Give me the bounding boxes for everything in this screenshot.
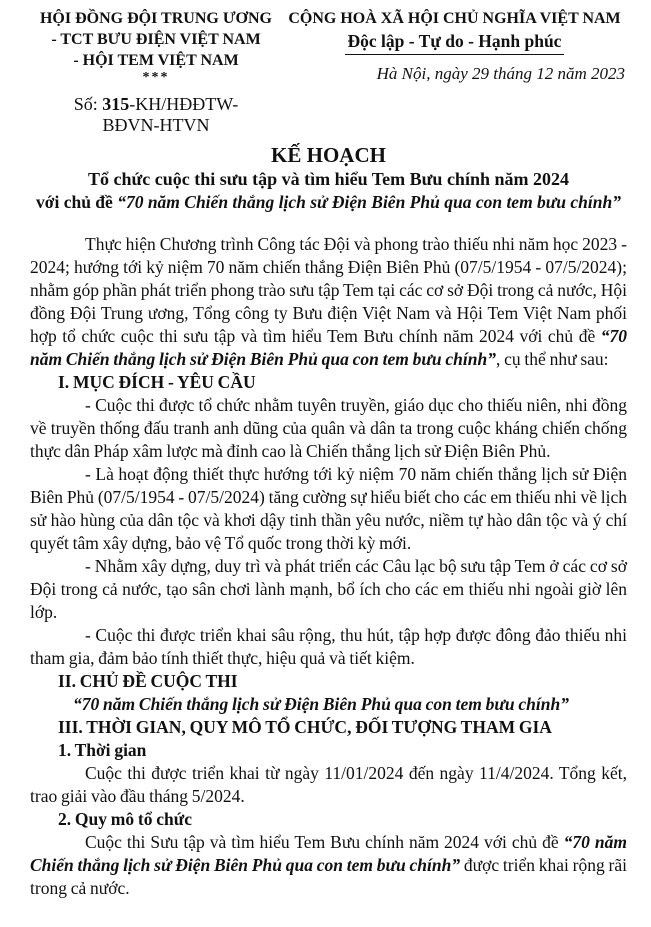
org-line-2: - TCT BƯU ĐIỆN VIỆT NAM bbox=[51, 31, 261, 48]
country-name: CỘNG HOÀ XÃ HỘI CHỦ NGHĨA VIỆT NAM bbox=[288, 10, 621, 27]
document-title: KẾ HOẠCH bbox=[271, 143, 386, 167]
paragraph-purpose-3: - Nhằm xây dựng, duy trì và phát triển các Câu lạc bộ sưu tập Tem ở các cơ sở Đội trong cả nước, tạo sân chơi lành mạnh, bổ ích cho các em thiếu nhi ngoài giờ lên lớp. bbox=[30, 556, 627, 622]
section-heading-2: II. CHỦ ĐỀ CUỘC THI bbox=[58, 671, 238, 691]
doc-number-prefix: Số: bbox=[73, 94, 103, 114]
paragraph-purpose-1: - Cuộc thi được tổ chức nhằm tuyên truyền, giáo dục cho thiếu niên, nhi đồng về truyền thống đấu tranh anh dũng của quân và dân ta trong cuộc kháng chiến chống thực dân Pháp xâm lược mà đỉnh cao là Chiến thắng lịch sử Điện Biên Phủ. bbox=[30, 395, 627, 461]
paragraph-scale: Cuộc thi Sưu tập và tìm hiểu Tem Bưu chính năm 2024 với chủ đề “70 năm Chiến thắng lịch sử Điện Biên Phủ qua con tem bưu chính” được triển khai rộng rãi trong cả nước. bbox=[30, 832, 628, 898]
doc-number-suffix-1: -KH/HĐĐTW- bbox=[129, 94, 239, 114]
subsection-heading-scale: 2. Quy mô tổ chức bbox=[58, 809, 192, 829]
document-theme-line: với chủ đề “70 năm Chiến thắng lịch sử Điện Biên Phủ qua con tem bưu chính” bbox=[36, 192, 621, 212]
national-header-block bbox=[282, 8, 627, 136]
section-heading-1: I. MỤC ĐÍCH - YÊU CẦU bbox=[58, 372, 256, 392]
paragraph-intro: Thực hiện Chương trình Công tác Đội và phong trào thiếu nhi năm học 2023 - 2024; hướng tới kỷ niệm 70 năm chiến thắng Điện Biên Phủ (07/5/1954 - 07/5/2024); nhằm góp phần phát triển phong trào sưu tập Tem tại các cơ sở Đội trong cả nước, Hội đồng Đội Trung ương, Tổng công ty Bưu điện Việt Nam và Hội Tem Việt Nam phối hợp tổ chức cuộc thi sưu tập và tìm hiểu Tem Bưu chính năm 2024 với chủ đề “70 năm Chiến thắng lịch sử Điện Biên Phủ qua con tem bưu chính”, cụ thể như sau: bbox=[30, 234, 627, 369]
document-number bbox=[30, 94, 282, 136]
separator-stars: *** bbox=[142, 70, 170, 85]
document-header bbox=[30, 8, 627, 136]
paragraph-purpose-4: - Cuộc thi được triển khai sâu rộng, thu hút, tập hợp được đông đảo thiếu nhi tham gia, đảm bảo tính thiết thực, hiệu quả và tiết kiệm. bbox=[30, 625, 627, 668]
national-motto-row bbox=[282, 29, 627, 55]
national-motto: Độc lập - Tự do - Hạnh phúc bbox=[345, 29, 565, 55]
contest-theme-quote: “70 năm Chiến thắng lịch sử Điện Biên Phủ qua con tem bưu chính” bbox=[73, 694, 569, 714]
document-body bbox=[30, 233, 627, 900]
issuing-org-block bbox=[30, 8, 282, 136]
org-line-3: - HỘI TEM VIỆT NAM bbox=[73, 52, 239, 69]
doc-number-suffix-2: BĐVN-HTVN bbox=[102, 115, 210, 135]
org-line-1: HỘI ĐỒNG ĐỘI TRUNG ƯƠNG bbox=[39, 10, 272, 27]
paragraph-time: Cuộc thi được triển khai từ ngày 11/01/2024 đến ngày 11/4/2024. Tổng kết, trao giải vào đầu tháng 5/2024. bbox=[30, 763, 627, 806]
section-heading-3: III. THỜI GIAN, QUY MÔ TỔ CHỨC, ĐỐI TƯỢNG THAM GIA bbox=[58, 717, 552, 737]
paragraph-purpose-2: - Là hoạt động thiết thực hướng tới kỷ niệm 70 năm chiến thắng lịch sử Điện Biên Phủ (07/5/1954 - 07/5/2024) tăng cường sự hiểu biết cho các em thiếu nhi về lịch sử hào hùng của dân tộc và khơi dậy tinh thần yêu nước, niềm tự hào dân tộc và ý chí quyết tâm xây dựng, bảo vệ Tổ quốc trong thời kỳ mới. bbox=[30, 464, 627, 553]
doc-number-value: 315 bbox=[102, 94, 130, 114]
place-date-line: Hà Nội, ngày 29 tháng 12 năm 2023 bbox=[376, 64, 625, 83]
subsection-heading-time: 1. Thời gian bbox=[58, 740, 147, 760]
document-subtitle: Tổ chức cuộc thi sưu tập và tìm hiểu Tem Bưu chính năm 2024 bbox=[88, 169, 569, 189]
document-title-block bbox=[30, 143, 627, 214]
